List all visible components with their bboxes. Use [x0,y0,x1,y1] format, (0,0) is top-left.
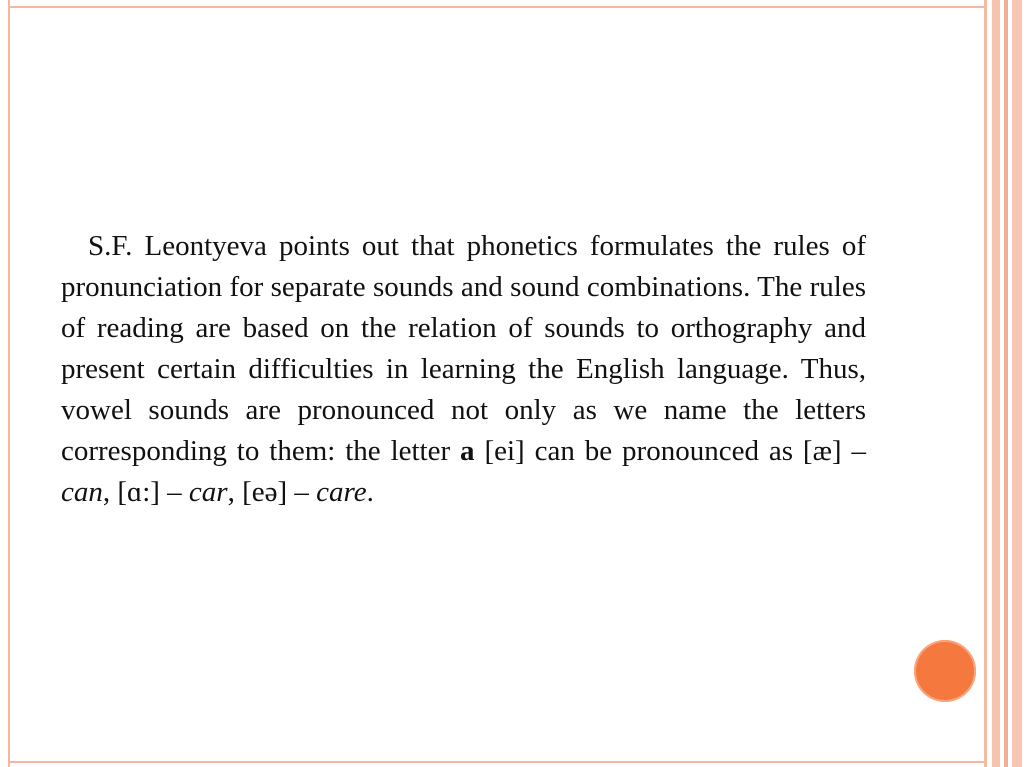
decorative-stripe [984,0,987,767]
paragraph-separator: , [ɑ:] – [102,476,189,508]
slide-paragraph [61,226,866,513]
example-word-car: car [188,476,228,508]
decorative-stripe [1004,0,1008,767]
example-word-care: care [316,476,367,508]
paragraph-transcription: [ei] can be pronounced as [æ] – [474,435,866,467]
decorative-stripe [992,0,1000,767]
frame-bottom-line [8,761,986,763]
accent-circle-icon [914,640,976,702]
highlighted-letter: a [460,435,475,467]
paragraph-separator: , [eə] – [227,476,317,508]
frame-left-line [8,0,10,767]
frame-top-line [8,6,986,8]
paragraph-lead: S.F. Leontyeva points out that phonetics formulates the rules of pronunciation for separate sounds and sound combinations. The rules of reading are based on the relation of sounds to orthography and present certain difficulties in learning the English language. Thus, vowel sounds are pronounced not only as we name the letters corresponding to them: the letter [61,230,866,467]
decorative-stripe [1012,0,1022,767]
example-word-can: can [61,476,103,508]
paragraph-end: . [366,476,374,508]
